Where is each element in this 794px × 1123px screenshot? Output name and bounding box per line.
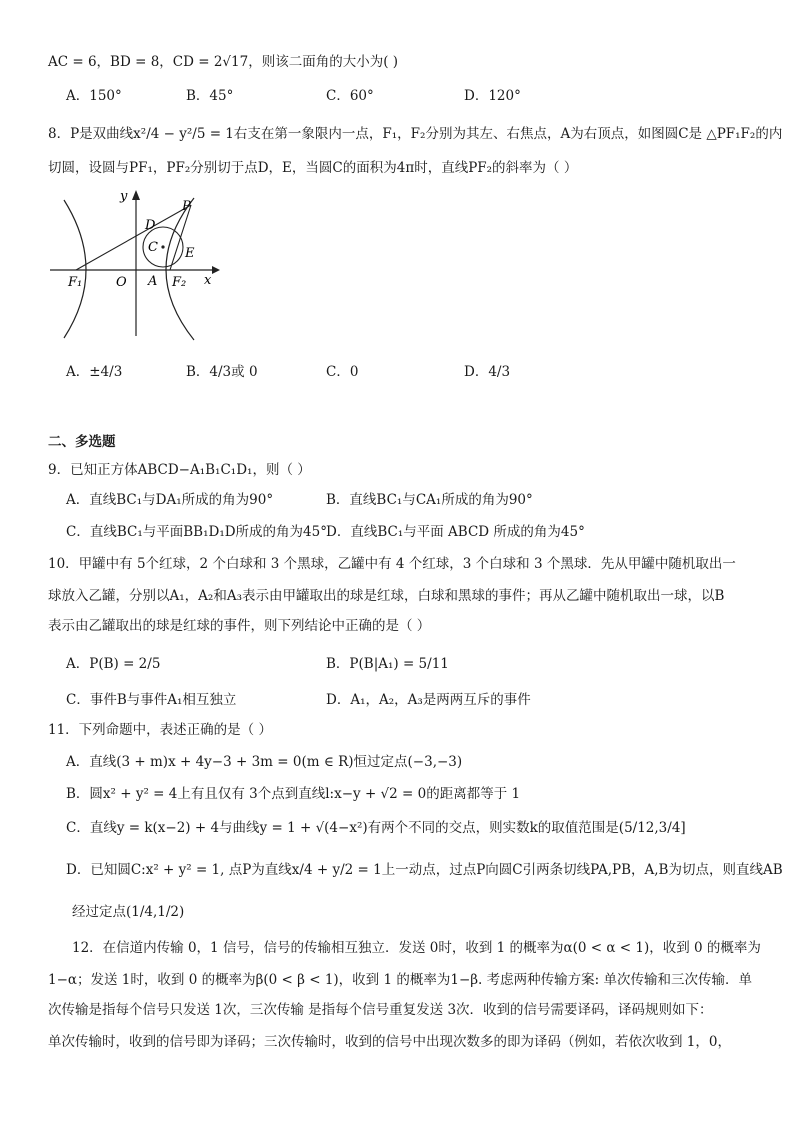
label-d: D (145, 218, 156, 233)
q7-option-a[interactable]: A．150° (66, 88, 122, 104)
q12-stem-line3: 次传输是指每个信号只发送 1次，三次传输 是指每个信号重复发送 3次．收到的信号需要译码，译码规则如下： (48, 1002, 713, 1018)
q9-option-d[interactable]: D．直线BC₁与平面 ABCD 所成的角为45° (326, 524, 585, 540)
q12-stem-line1: 12．在信道内传输 0，1 信号，信号的传输相互独立．发送 0时，收到 1 的概率为α(0 < α < 1)，收到 0 的概率为 (72, 940, 761, 956)
q8-option-c[interactable]: C．0 (326, 364, 359, 380)
q12-stem-line4: 单次传输时，收到的信号即为译码；三次传输时，收到的信号中出现次数多的即为译码（例如，若依次收到 1，0， (48, 1034, 731, 1050)
q7-option-d[interactable]: D．120° (464, 88, 521, 104)
y-axis-arrow-icon (132, 190, 140, 200)
q10-stem-line2: 球放入乙罐，分别以A₁，A₂和A₃表示由甲罐取出的球是红球，白球和黑球的事件；再从乙罐中随机取出一球，以B (48, 588, 725, 604)
q10-stem-line3: 表示由乙罐取出的球是红球的事件，则下列结论中正确的是（ ） (48, 618, 431, 634)
label-x: x (204, 273, 212, 288)
q11-option-b[interactable]: B．圆x² + y² = 4上有且仅有 3个点到直线l:x−y + √2 = 0的距离都等于 1 (66, 786, 521, 802)
q10-option-d[interactable]: D．A₁，A₂，A₃是两两互斥的事件 (326, 692, 531, 708)
q11-option-d-line1[interactable]: D．已知圆C:x² + y² = 1, 点P为直线x/4 + y/2 = 1上一动点，过点P向圆C引两条切线PA,PB，A,B为切点，则直线AB (66, 862, 783, 878)
q10-option-b[interactable]: B．P(B|A₁) = 5/11 (326, 656, 449, 672)
label-y: y (120, 189, 128, 204)
label-o: O (116, 275, 127, 290)
section-title-multiple-choice: 二、多选题 (48, 434, 116, 450)
q7-option-b[interactable]: B．45° (186, 88, 234, 104)
q10-option-a[interactable]: A．P(B) = 2/5 (66, 656, 161, 672)
q7-option-c[interactable]: C．60° (326, 88, 374, 104)
hyperbola-figure (42, 186, 222, 346)
q7-stem-tail: AC = 6，BD = 8，CD = 2√17，则该二面角的大小为( ) (48, 54, 399, 70)
q8-stem-line2: 切圆，设圆与PF₁，PF₂分别切于点D，E，当圆C的面积为4π时，直线PF₂的斜率为（ ） (48, 160, 578, 176)
q9-option-c[interactable]: C．直线BC₁与平面BB₁D₁D所成的角为45° (66, 524, 327, 540)
x-axis-arrow-icon (212, 266, 220, 274)
q11-option-d-line2: 经过定点(1/4,1/2) (72, 904, 185, 920)
label-f1: F₁ (68, 275, 83, 290)
q11-option-a[interactable]: A．直线(3 + m)x + 4y−3 + 3m = 0(m ∈ R)恒过定点(−3,−3) (66, 754, 463, 770)
q9-stem: 9．已知正方体ABCD−A₁B₁C₁D₁，则（ ） (48, 462, 311, 478)
label-e: E (185, 246, 195, 261)
q8-stem-line1: 8．P是双曲线x²/4 − y²/5 = 1右支在第一象限内一点，F₁，F₂分别为其左、右焦点，A为右顶点，如图圆C是 △PF₁F₂的内 (48, 126, 783, 142)
q11-stem: 11．下列命题中，表述正确的是（ ） (48, 722, 272, 738)
q8-option-b[interactable]: B．4/3或 0 (186, 364, 258, 380)
q11-option-c[interactable]: C．直线y = k(x−2) + 4与曲线y = 1 + √(4−x²)有两个不同的交点，则实数k的取值范围是(5/12,3/4] (66, 820, 686, 836)
q12-stem-line2: 1−α；发送 1时，收到 0 的概率为β(0 < β < 1)，收到 1 的概率为1−β. 考虑两种传输方案: 单次传输和三次传输．单 (48, 972, 752, 988)
q10-stem-line1: 10．甲罐中有 5个红球，2 个白球和 3 个黑球，乙罐中有 4 个红球，3 个白球和 3 个黑球．先从甲罐中随机取出一 (48, 556, 736, 572)
segment-pf1 (76, 205, 191, 270)
label-a: A (148, 274, 158, 289)
center-c-dot (161, 245, 164, 248)
q9-option-a[interactable]: A．直线BC₁与DA₁所成的角为90° (66, 492, 274, 508)
q8-option-d[interactable]: D．4/3 (464, 364, 511, 380)
q8-option-a[interactable]: A．±4/3 (66, 364, 123, 380)
q10-option-c[interactable]: C．事件B与事件A₁相互独立 (66, 692, 237, 708)
hyperbola-left-branch (64, 200, 86, 338)
label-p: P (182, 199, 191, 214)
label-f2: F₂ (172, 275, 187, 290)
label-c: C (148, 240, 158, 255)
q9-option-b[interactable]: B．直线BC₁与CA₁所成的角为90° (326, 492, 533, 508)
